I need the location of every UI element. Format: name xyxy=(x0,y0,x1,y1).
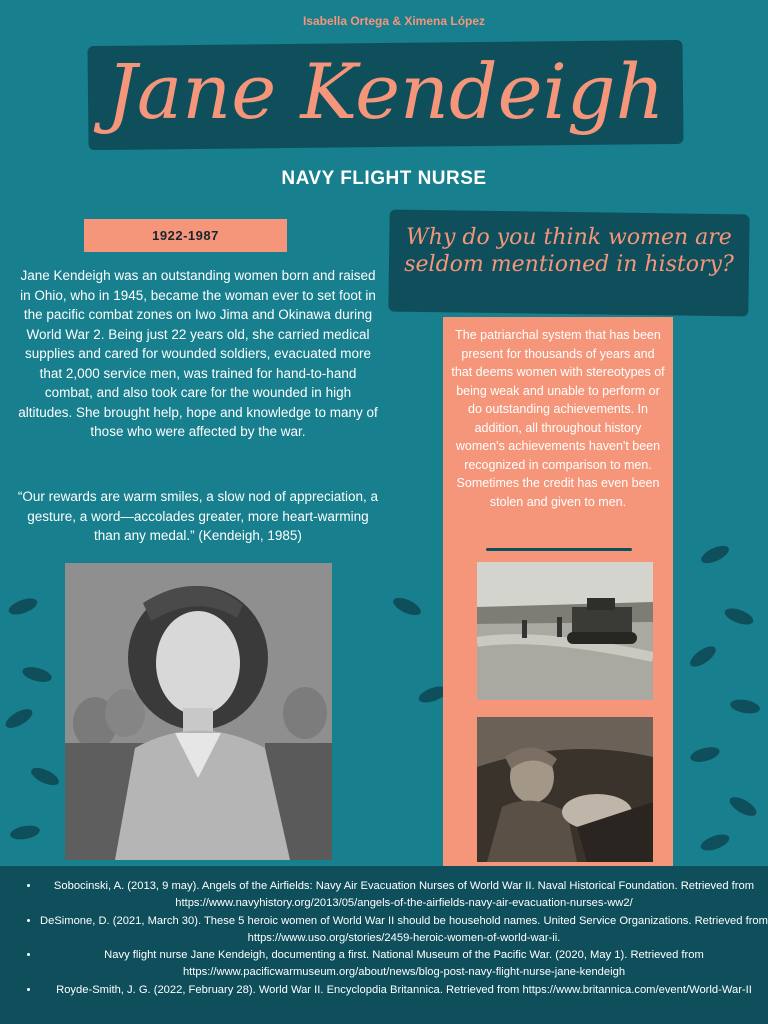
reference-item: • Sobocinski, A. (2013, 9 may). Angels of the Airfields: Navy Air Evacuation Nurses of World War II. Naval Historical Foundation. Retrieved from https://www.navyhistory.org/2013/05/angels-of-the-airfields-navy-air-evacuation-nurses-ww2/ xyxy=(40,878,768,912)
answer-divider xyxy=(486,548,632,551)
reference-item: • DeSimone, D. (2021, March 30). These 5 heroic women of World War II should be household names. United Service Organizations. Retrieved from https://www.uso.org/stories/2459-heroic-women-of-world-war-ii. xyxy=(40,913,768,947)
reference-item: • Navy flight nurse Jane Kendeigh, documenting a first. National Museum of the Pacific War. (2020, May 1). Retrieved from https://www.pacificwarmuseum.org/about/news/blog-post-navy-flight-nurse-jane-kendeigh xyxy=(40,947,768,981)
poster-title: Jane Kendeigh xyxy=(106,47,665,136)
poster-subtitle: NAVY FLIGHT NURSE xyxy=(281,168,487,189)
biography-text: Jane Kendeigh was an outstanding women born and raised in Ohio, who in 1945, became the woman ever to set foot in the pacific combat zones on Iwo Jima and Okinawa during World War 2. Being just 22 years old, she carried medical supplies and cared for wounded soldiers, evacuated more that 2,000 service men, was trained for hand-to-hand combat, and also took care for the wounded in high altitudes. She brought help, hope and knowledge to many of those who were affected by the war. xyxy=(18,268,378,439)
jane-kendeigh-photo xyxy=(65,563,332,860)
references-list xyxy=(24,878,768,999)
question-heading: Why do you think women are seldom mentioned in history? xyxy=(404,225,734,277)
flight-nurse-aircraft-photo xyxy=(477,717,653,862)
life-dates-badge: 1922-1987 xyxy=(84,219,287,252)
reference-item: • Royde-Smith, J. G. (2022, February 28). World War II. Encyclopdia Britannica. Retrieved from https://www.britannica.com/event/World-War-II xyxy=(40,982,768,999)
authors-credit: Isabella Ortega & Ximena López xyxy=(302,14,486,28)
answer-text: The patriarchal system that has been present for thousands of years and that deems women with stereotypes of being weak and unable to perform or do outstanding achievements. In addition, all throughout history women's achievements haven't been recognized in comparison to men. Sometimes the credit has even been stolen and given to men. xyxy=(451,328,665,509)
kendeigh-quote: “Our rewards are warm smiles, a slow nod of appreciation, a gesture, a word—accolades greater, more heart-warming than any medal.” (Kendeigh, 1985) xyxy=(17,489,379,543)
battlefield-tank-photo xyxy=(477,562,653,700)
